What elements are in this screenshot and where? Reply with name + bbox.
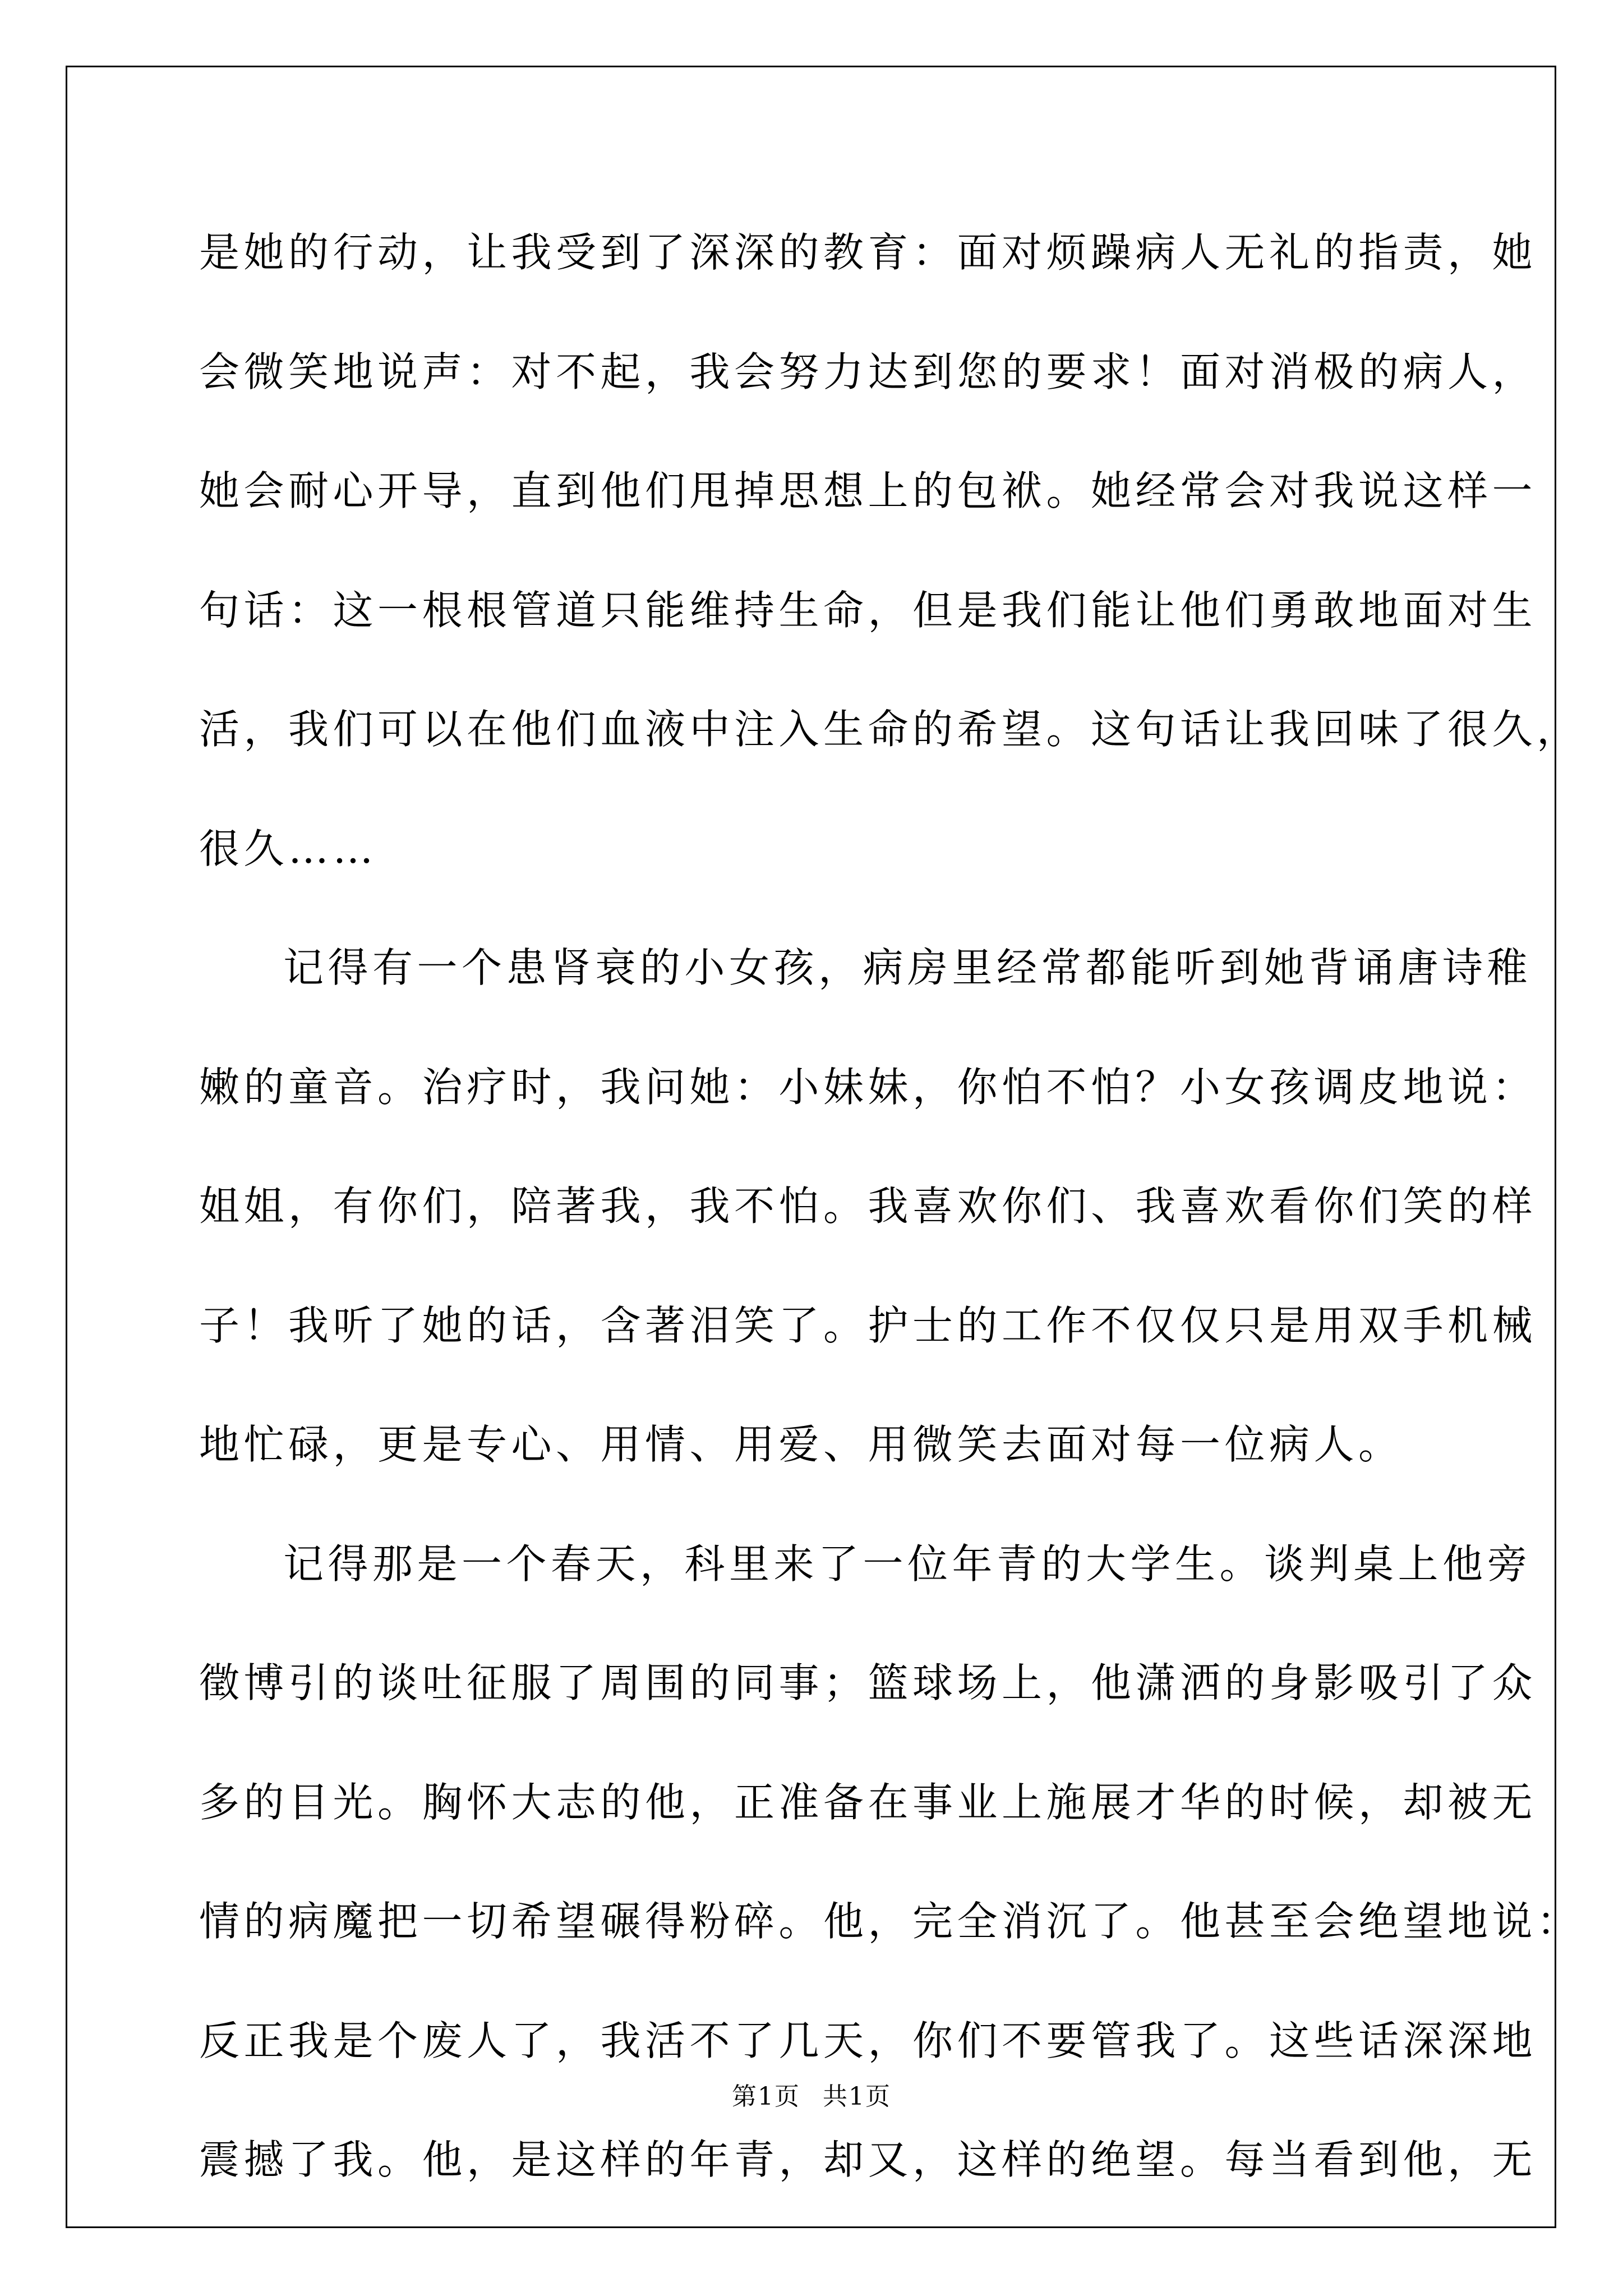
text-line: 多的目光。胸怀大志的他，正准备在事业上施展才华的时候，却被无	[199, 1778, 1537, 1826]
text-line: 活，我们可以在他们血液中注入生命的希望。这句话让我回味了很久，	[199, 706, 1581, 753]
text-line: 子！我听了她的话，含著泪笑了。护士的工作不仅仅只是用双手机械	[199, 1301, 1537, 1349]
document-body	[199, 217, 1581, 2243]
text-line: 情的病魔把一切希望碾得粉碎。他，完全消沉了。他甚至会绝望地说：	[199, 1898, 1581, 1945]
text-line: 会微笑地说声：对不起，我会努力达到您的要求！面对消极的病人，	[199, 348, 1537, 395]
text-line: 嫩的童音。治疗时，我问她：小妹妹，你怕不怕？小女孩调皮地说：	[199, 1063, 1537, 1111]
text-line: 徵博引的谈吐征服了周围的同事；篮球场上，他潇洒的身影吸引了众	[199, 1659, 1537, 1706]
text-line: 很久……	[199, 825, 378, 872]
paragraph-first-line: 记得那是一个春天，科里来了一位年青的大学生。谈判桌上他旁	[283, 1540, 1532, 1588]
page-number-total: 共1页	[823, 2082, 891, 2111]
text-line: 句话：这一根根管道只能维持生命，但是我们能让他们勇敢地面对生	[199, 586, 1537, 634]
text-line: 地忙碌，更是专心、用情、用爱、用微笑去面对每一位病人。	[199, 1421, 1403, 1468]
page-number-current: 第1页	[732, 2082, 800, 2111]
text-line: 是她的行动，让我受到了深深的教育：面对烦躁病人无礼的指责，她	[199, 229, 1537, 276]
paragraph-first-line: 记得有一个患肾衰的小女孩，病房里经常都能听到她背诵唐诗稚	[283, 944, 1532, 991]
page-footer	[0, 2080, 1623, 2114]
text-line: 震撼了我。他，是这样的年青，却又，这样的绝望。每当看到他，无	[199, 2136, 1537, 2183]
text-line: 姐姐，有你们，陪著我，我不怕。我喜欢你们、我喜欢看你们笑的样	[199, 1182, 1537, 1230]
text-line: 她会耐心开导，直到他们甩掉思想上的包袱。她经常会对我说这样一	[199, 467, 1537, 514]
text-line: 反正我是个废人了，我活不了几天，你们不要管我了。这些话深深地	[199, 2017, 1537, 2064]
